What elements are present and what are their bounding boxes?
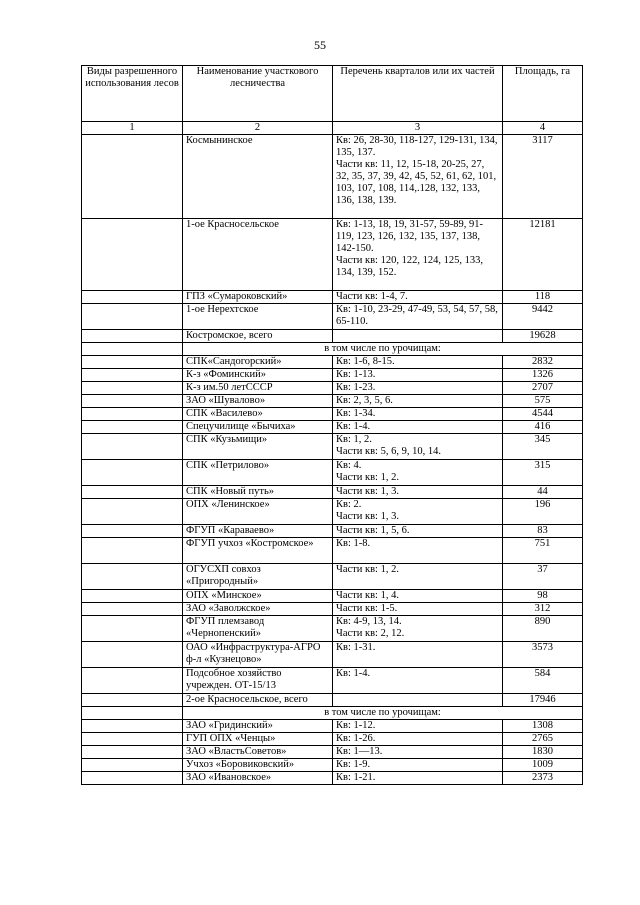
subheader-cell: в том числе по урочищам: [183,707,583,720]
table-row [82,746,583,759]
forestry-name-cell: СПК«Сандогорский» [183,356,333,369]
quarters-cell: Части кв: 1-4, 7. [333,291,503,304]
quarters-cell: Кв: 4-9, 13, 14. Части кв: 2, 12. [333,616,503,642]
header-quarters-list: Перечень кварталов или их частей [333,66,503,122]
area-cell: 2707 [503,382,583,395]
quarters-cell: Кв: 1-13. [333,369,503,382]
quarters-cell: Кв: 1—13. [333,746,503,759]
area-cell: 575 [503,395,583,408]
quarters-cell: Кв: 1-34. [333,408,503,421]
table-row [82,538,583,564]
forestry-name-cell: К-з им.50 летСССР [183,382,333,395]
area-cell: 2765 [503,733,583,746]
usage-type-cell [82,772,183,785]
forestry-name-cell: ФГУП племзавод «Чернопенский» [183,616,333,642]
table-row [82,499,583,525]
area-cell: 345 [503,434,583,460]
area-cell: 751 [503,538,583,564]
usage-type-cell [82,356,183,369]
table-row [82,668,583,694]
page-number: 55 [314,38,326,52]
area-cell: 37 [503,564,583,590]
quarters-cell: Кв: 1-26. [333,733,503,746]
usage-type-cell [82,759,183,772]
table-row [82,460,583,486]
total-row [82,694,583,707]
quarters-cell: Кв: 1-12. [333,720,503,733]
area-cell: 1326 [503,369,583,382]
table-body [82,135,583,785]
usage-type-cell [82,434,183,460]
forestry-name-cell: СПК «Кузьмищи» [183,434,333,460]
quarters-cell: Кв: 1-10, 23-29, 47-49, 53, 54, 57, 58, 65-110. [333,304,503,330]
area-cell: 4544 [503,408,583,421]
usage-type-cell [82,668,183,694]
usage-type-cell [82,720,183,733]
total-row [82,330,583,343]
usage-type-cell [82,642,183,668]
forestry-name-cell: СПК «Василево» [183,408,333,421]
forestry-name-cell: ФГУП учхоз «Костромское» [183,538,333,564]
table-row [82,759,583,772]
column-number: 3 [333,122,503,135]
subheader-row [82,707,583,720]
area-cell: 890 [503,616,583,642]
forestry-name-cell: 1-ое Красносельское [183,219,333,291]
area-cell: 17946 [503,694,583,707]
quarters-cell: Части кв: 1, 2. [333,564,503,590]
table-row [82,395,583,408]
forestry-name-cell: 2-ое Красносельское, всего [183,694,333,707]
table-row [82,382,583,395]
forestry-name-cell: ОПХ «Ленинское» [183,499,333,525]
forestry-name-cell: ОАО «Инфраструктура-АГРО ф-л «Кузнецово» [183,642,333,668]
quarters-cell [333,694,503,707]
usage-type-cell [82,304,183,330]
table-row [82,135,583,219]
usage-type-cell [82,733,183,746]
usage-type-cell [82,616,183,642]
quarters-cell: Кв: 2, 3, 5, 6. [333,395,503,408]
header-area: Площадь, га [503,66,583,122]
subheader-row [82,343,583,356]
area-cell: 1009 [503,759,583,772]
usage-type-cell [82,460,183,486]
area-cell: 3117 [503,135,583,219]
area-cell: 584 [503,668,583,694]
quarters-cell: Кв: 1-4. [333,421,503,434]
quarters-cell: Части кв: 1-5. [333,603,503,616]
quarters-cell: Кв: 1-6, 8-15. [333,356,503,369]
area-cell: 1308 [503,720,583,733]
table-row [82,421,583,434]
quarters-cell: Кв: 4. Части кв: 1, 2. [333,460,503,486]
usage-type-cell [82,538,183,564]
usage-type-cell [82,382,183,395]
area-cell: 312 [503,603,583,616]
table-row [82,616,583,642]
forestry-name-cell: ЗАО «ВластьСоветов» [183,746,333,759]
column-number-row [82,122,583,135]
table-row [82,603,583,616]
area-cell: 3573 [503,642,583,668]
usage-type-cell [82,291,183,304]
usage-type-cell [82,564,183,590]
quarters-cell: Части кв: 1, 5, 6. [333,525,503,538]
area-cell: 1830 [503,746,583,759]
forestry-name-cell: ГУП ОПХ «Ченцы» [183,733,333,746]
usage-type-cell [82,694,183,707]
quarters-cell: Кв: 1, 2. Части кв: 5, 6, 9, 10, 14. [333,434,503,460]
quarters-cell: Кв: 1-21. [333,772,503,785]
area-cell: 12181 [503,219,583,291]
usage-type-cell [82,369,183,382]
forestry-name-cell: Спецучилище «Бычиха» [183,421,333,434]
usage-type-cell [82,707,183,720]
forestry-name-cell: ФГУП «Караваево» [183,525,333,538]
forestry-name-cell: СПК «Петрилово» [183,460,333,486]
table-row [82,590,583,603]
quarters-cell: Кв: 1-8. [333,538,503,564]
area-cell: 2373 [503,772,583,785]
forestry-name-cell: ГПЗ «Сумароковский» [183,291,333,304]
table-header-row [82,66,583,122]
header-forestry-name: Наименование участкового лесничества [183,66,333,122]
quarters-cell: Кв: 1-31. [333,642,503,668]
usage-type-cell [82,499,183,525]
area-cell: 9442 [503,304,583,330]
table-row [82,434,583,460]
forestry-name-cell: Подсобное хозяйство учрежден. ОТ-15/13 [183,668,333,694]
forestry-name-cell: Космынинское [183,135,333,219]
quarters-cell: Кв: 26, 28-30, 118-127, 129-131, 134, 135, 137. Части кв: 11, 12, 15-18, 20-25, 27, 32, 35, 37, 39, 42, 45, 52, 61, 62, 101, 103, 107, 108, 114,.128, 132, 133, 136, 138, 139. [333,135,503,219]
table-row [82,772,583,785]
forestry-name-cell: СПК «Новый путь» [183,486,333,499]
usage-type-cell [82,486,183,499]
table-row [82,291,583,304]
table-row [82,642,583,668]
area-cell: 315 [503,460,583,486]
quarters-cell: Части кв: 1, 4. [333,590,503,603]
forestry-name-cell: ЗАО «Гридинский» [183,720,333,733]
subheader-cell: в том числе по урочищам: [183,343,583,356]
area-cell: 2832 [503,356,583,369]
area-cell: 19628 [503,330,583,343]
table-row [82,486,583,499]
table-row [82,720,583,733]
usage-type-cell [82,590,183,603]
quarters-cell: Части кв: 1, 3. [333,486,503,499]
table-row [82,408,583,421]
forestry-name-cell: ОГУСХП совхоз «Пригородный» [183,564,333,590]
forestry-name-cell: ЗАО «Шувалово» [183,395,333,408]
quarters-cell: Кв: 1-9. [333,759,503,772]
forestry-name-cell: 1-ое Нерехтское [183,304,333,330]
usage-type-cell [82,603,183,616]
area-cell: 44 [503,486,583,499]
usage-type-cell [82,746,183,759]
header-usage-type: Виды разрешенного использования лесов [82,66,183,122]
table-row [82,304,583,330]
usage-type-cell [82,219,183,291]
quarters-cell: Кв: 1-23. [333,382,503,395]
table-row [82,356,583,369]
forest-use-table [81,65,583,785]
table-row [82,219,583,291]
forestry-name-cell: ЗАО «Ивановское» [183,772,333,785]
table-row [82,564,583,590]
quarters-cell: Кв: 1-13, 18, 19, 31-57, 59-89, 91-119, 123, 126, 132, 135, 137, 138, 142-150. Части кв: 120, 122, 124, 125, 133, 134, 139, 152. [333,219,503,291]
quarters-cell [333,330,503,343]
area-cell: 83 [503,525,583,538]
forestry-name-cell: К-з «Фоминский» [183,369,333,382]
column-number: 2 [183,122,333,135]
quarters-cell: Кв: 2. Части кв: 1, 3. [333,499,503,525]
forestry-name-cell: ОПХ «Минское» [183,590,333,603]
column-number: 4 [503,122,583,135]
usage-type-cell [82,330,183,343]
forestry-name-cell: Костромское, всего [183,330,333,343]
area-cell: 98 [503,590,583,603]
usage-type-cell [82,135,183,219]
forestry-name-cell: Учхоз «Боровиковский» [183,759,333,772]
usage-type-cell [82,421,183,434]
quarters-cell: Кв: 1-4. [333,668,503,694]
area-cell: 416 [503,421,583,434]
usage-type-cell [82,395,183,408]
usage-type-cell [82,408,183,421]
table-row [82,369,583,382]
area-cell: 196 [503,499,583,525]
forestry-name-cell: ЗАО «Заволжское» [183,603,333,616]
area-cell: 118 [503,291,583,304]
column-number: 1 [82,122,183,135]
usage-type-cell [82,525,183,538]
usage-type-cell [82,343,183,356]
table-row [82,525,583,538]
table-row [82,733,583,746]
